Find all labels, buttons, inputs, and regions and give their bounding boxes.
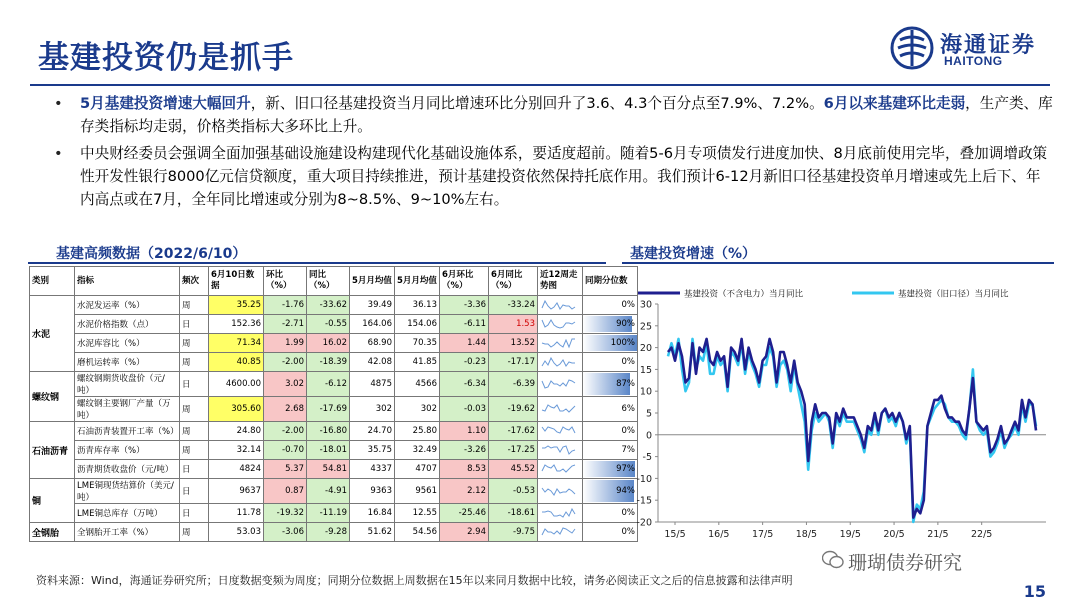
june-average-cell: 25.80 bbox=[395, 422, 440, 441]
trend-sparkline-cell bbox=[538, 422, 583, 441]
wow-change-cell: -1.76 bbox=[264, 296, 307, 315]
y-tick-label: -20 bbox=[636, 517, 652, 529]
frequency-cell: 周 bbox=[180, 441, 209, 460]
percentile-value: 0% bbox=[621, 426, 635, 436]
table-row bbox=[30, 441, 638, 460]
table-row bbox=[30, 523, 638, 542]
trend-sparkline-cell bbox=[538, 441, 583, 460]
indicator-name-cell: 螺纹钢期货收盘价（元/吨） bbox=[75, 372, 180, 397]
trend-sparkline-cell bbox=[538, 315, 583, 334]
trend-sparkline-cell bbox=[538, 460, 583, 479]
june-yoy-cell: -19.62 bbox=[489, 397, 538, 422]
june-average-cell: 41.85 bbox=[395, 353, 440, 372]
may-average-cell: 4337 bbox=[350, 460, 395, 479]
y-tick-label: 20 bbox=[639, 343, 652, 355]
table-row bbox=[30, 353, 638, 372]
indicator-name-cell: 水泥库容比（%） bbox=[75, 334, 180, 353]
latest-value-cell: 40.85 bbox=[209, 353, 264, 372]
x-tick-label: 20/5 bbox=[883, 529, 905, 540]
sparkline-icon bbox=[540, 525, 578, 539]
may-average-cell: 164.06 bbox=[350, 315, 395, 334]
column-header: 6月10日数据 bbox=[209, 267, 264, 296]
latest-value-cell: 32.14 bbox=[209, 441, 264, 460]
bullet-list bbox=[54, 92, 1054, 215]
table-row bbox=[30, 397, 638, 422]
table-row bbox=[30, 334, 638, 353]
yoy-change-cell: -16.80 bbox=[307, 422, 350, 441]
page-number: 15 bbox=[1023, 582, 1046, 601]
yoy-change-cell: -18.39 bbox=[307, 353, 350, 372]
june-average-cell: 9561 bbox=[395, 479, 440, 504]
company-logo bbox=[888, 24, 1048, 72]
june-yoy-cell: -9.75 bbox=[489, 523, 538, 542]
table-row bbox=[30, 422, 638, 441]
indicator-name-cell: LME铜总库存（万吨） bbox=[75, 504, 180, 523]
table-row bbox=[30, 479, 638, 504]
june-yoy-cell: -17.17 bbox=[489, 353, 538, 372]
bullet-text: 中央财经委员会强调全面加强基础设施建设构建现代化基础设施体系，要适度超前。随着5-6月专项债发行进度加快、8月底前使用完毕，叠加调增政策性开发性银行8000亿元信贷额度，重大项目持续推进，预计基建投资依然保持托底作用。我们预计6-12月新旧口径基建投资单月增速或先上后下、年内高点或在7月，全年同比增速或分别为8~8.5%、9~10%左右。 bbox=[80, 145, 1048, 208]
may-average-cell: 302 bbox=[350, 397, 395, 422]
series-line-1 bbox=[668, 339, 1036, 522]
column-header: 5月月均值 bbox=[395, 267, 440, 296]
june-average-cell: 32.49 bbox=[395, 441, 440, 460]
indicator-name-cell: 沥青期货收盘价（元/吨） bbox=[75, 460, 180, 479]
percentile-value: 0% bbox=[621, 527, 635, 537]
frequency-cell: 日 bbox=[180, 372, 209, 397]
wow-change-cell: 3.02 bbox=[264, 372, 307, 397]
category-cell: 铜 bbox=[30, 479, 75, 523]
sparkline-icon bbox=[540, 355, 578, 369]
page-title: 基建投资仍是抓手 bbox=[38, 40, 294, 76]
june-yoy-cell: -17.25 bbox=[489, 441, 538, 460]
percentile-value: 6% bbox=[621, 404, 635, 414]
frequency-cell: 日 bbox=[180, 479, 209, 504]
indicator-name-cell: 螺纹钢主要钢厂产量（万吨） bbox=[75, 397, 180, 422]
column-header: 6月同比（%） bbox=[489, 267, 538, 296]
sparkline-icon bbox=[540, 317, 578, 331]
table-row bbox=[30, 296, 638, 315]
percentile-value: 100% bbox=[610, 338, 635, 348]
latest-value-cell: 35.25 bbox=[209, 296, 264, 315]
june-yoy-cell: 1.53 bbox=[489, 315, 538, 334]
percentile-value: 7% bbox=[621, 445, 635, 455]
june-mom-cell: -3.36 bbox=[440, 296, 489, 315]
yoy-change-cell: 54.81 bbox=[307, 460, 350, 479]
june-yoy-cell: -0.53 bbox=[489, 479, 538, 504]
percentile-value: 87% bbox=[616, 379, 635, 389]
indicator-name-cell: 石油沥青装置开工率（%） bbox=[75, 422, 180, 441]
frequency-cell: 周 bbox=[180, 523, 209, 542]
sparkline-icon bbox=[540, 443, 578, 457]
sparkline-icon bbox=[540, 402, 578, 416]
june-mom-cell: -0.03 bbox=[440, 397, 489, 422]
legend-label: 基建投资（旧口径）当月同比 bbox=[898, 289, 1009, 300]
latest-value-cell: 9637 bbox=[209, 479, 264, 504]
sparkline-icon bbox=[540, 484, 578, 498]
source-footnote: 资料来源：Wind，海通证券研究所；日度数据变频为周度；同期分位数据上周数据在15年以来同月数据中比较，请务必阅读正文之后的信息披露和法律声明 bbox=[36, 574, 793, 587]
category-cell: 螺纹钢 bbox=[30, 372, 75, 422]
yoy-change-cell: -11.19 bbox=[307, 504, 350, 523]
y-tick-label: -10 bbox=[636, 473, 652, 485]
sparkline-icon bbox=[540, 377, 578, 391]
x-tick-label: 16/5 bbox=[708, 529, 730, 540]
june-mom-cell: 1.10 bbox=[440, 422, 489, 441]
wow-change-cell: -2.71 bbox=[264, 315, 307, 334]
column-header: 同比（%） bbox=[307, 267, 350, 296]
logo-name-cn: 海通证券 bbox=[940, 32, 1037, 58]
table-row bbox=[30, 504, 638, 523]
column-header: 指标 bbox=[75, 267, 180, 296]
y-tick-label: -15 bbox=[636, 495, 652, 507]
bullet-highlight: 6月以来基建环比走弱 bbox=[823, 95, 966, 112]
column-header: 6月环比（%） bbox=[440, 267, 489, 296]
may-average-cell: 51.62 bbox=[350, 523, 395, 542]
indicator-name-cell: 水泥价格指数（点） bbox=[75, 315, 180, 334]
y-tick-label: 25 bbox=[639, 321, 652, 333]
june-average-cell: 54.56 bbox=[395, 523, 440, 542]
percentile-value: 0% bbox=[621, 357, 635, 367]
yoy-change-cell: -0.55 bbox=[307, 315, 350, 334]
june-yoy-cell: -18.61 bbox=[489, 504, 538, 523]
frequency-cell: 周 bbox=[180, 296, 209, 315]
june-yoy-cell: 45.52 bbox=[489, 460, 538, 479]
june-mom-cell: -0.23 bbox=[440, 353, 489, 372]
column-header: 类别 bbox=[30, 267, 75, 296]
latest-value-cell: 4824 bbox=[209, 460, 264, 479]
june-average-cell: 36.13 bbox=[395, 296, 440, 315]
wow-change-cell: 1.99 bbox=[264, 334, 307, 353]
trend-sparkline-cell bbox=[538, 504, 583, 523]
frequency-cell: 日 bbox=[180, 315, 209, 334]
frequency-cell: 周 bbox=[180, 334, 209, 353]
june-mom-cell: 1.44 bbox=[440, 334, 489, 353]
bullet-item bbox=[54, 92, 1054, 138]
june-mom-cell: 2.12 bbox=[440, 479, 489, 504]
column-header: 环比（%） bbox=[264, 267, 307, 296]
watermark-text: 珊瑚债券研究 bbox=[848, 552, 963, 574]
y-tick-label: 30 bbox=[639, 299, 652, 311]
percentile-value: 0% bbox=[621, 300, 635, 310]
may-average-cell: 16.84 bbox=[350, 504, 395, 523]
indicator-name-cell: 磨机运转率（%） bbox=[75, 353, 180, 372]
latest-value-cell: 305.60 bbox=[209, 397, 264, 422]
wow-change-cell: 5.37 bbox=[264, 460, 307, 479]
june-mom-cell: -3.26 bbox=[440, 441, 489, 460]
wechat-icon bbox=[822, 550, 844, 570]
x-tick-label: 18/5 bbox=[795, 529, 818, 540]
x-tick-label: 19/5 bbox=[839, 529, 861, 540]
series-line-0 bbox=[668, 339, 1036, 518]
bullet-highlight: 5月基建投资增速大幅回升 bbox=[80, 95, 251, 112]
sparkline-icon bbox=[540, 298, 578, 312]
wow-change-cell: -2.00 bbox=[264, 422, 307, 441]
logo-name-en: HAITONG bbox=[944, 54, 1003, 68]
wow-change-cell: -0.70 bbox=[264, 441, 307, 460]
frequency-cell: 日 bbox=[180, 504, 209, 523]
june-mom-cell: -25.46 bbox=[440, 504, 489, 523]
y-tick-label: -5 bbox=[642, 452, 652, 464]
wow-change-cell: 2.68 bbox=[264, 397, 307, 422]
percentile-value: 0% bbox=[621, 508, 635, 518]
table-title: 基建高频数据（2022/6/10） bbox=[56, 246, 247, 262]
table-header-row bbox=[30, 267, 638, 296]
wow-change-cell: -3.06 bbox=[264, 523, 307, 542]
category-cell: 石油沥青 bbox=[30, 422, 75, 479]
yoy-change-cell: 16.02 bbox=[307, 334, 350, 353]
legend-label: 基建投资（不含电力）当月同比 bbox=[684, 289, 804, 300]
column-header: 频次 bbox=[180, 267, 209, 296]
bullet-text: ，生产类、库存类指标均走弱，价格类指标大多环比上升。 bbox=[80, 95, 1053, 135]
x-tick-label: 21/5 bbox=[927, 529, 949, 540]
y-tick-label: 0 bbox=[645, 430, 652, 442]
latest-value-cell: 152.36 bbox=[209, 315, 264, 334]
latest-value-cell: 11.78 bbox=[209, 504, 264, 523]
category-cell: 水泥 bbox=[30, 296, 75, 372]
trend-sparkline-cell bbox=[538, 479, 583, 504]
june-average-cell: 154.06 bbox=[395, 315, 440, 334]
may-average-cell: 42.08 bbox=[350, 353, 395, 372]
x-tick-label: 15/5 bbox=[664, 529, 686, 540]
wow-change-cell: 0.87 bbox=[264, 479, 307, 504]
indicator-name-cell: 沥青库存率（%） bbox=[75, 441, 180, 460]
percentile-value: 97% bbox=[616, 464, 635, 474]
may-average-cell: 24.70 bbox=[350, 422, 395, 441]
june-yoy-cell: 13.52 bbox=[489, 334, 538, 353]
yoy-change-cell: -33.62 bbox=[307, 296, 350, 315]
yoy-change-cell: -17.69 bbox=[307, 397, 350, 422]
may-average-cell: 68.90 bbox=[350, 334, 395, 353]
yoy-change-cell: -18.01 bbox=[307, 441, 350, 460]
frequency-cell: 周 bbox=[180, 397, 209, 422]
may-average-cell: 4875 bbox=[350, 372, 395, 397]
latest-value-cell: 24.80 bbox=[209, 422, 264, 441]
y-tick-label: 15 bbox=[639, 364, 652, 376]
yoy-change-cell: -6.12 bbox=[307, 372, 350, 397]
june-average-cell: 12.55 bbox=[395, 504, 440, 523]
high-frequency-data-table bbox=[29, 266, 638, 542]
y-tick-label: 5 bbox=[645, 408, 652, 420]
trend-sparkline-cell bbox=[538, 334, 583, 353]
sparkline-icon bbox=[540, 506, 578, 520]
wow-change-cell: -19.32 bbox=[264, 504, 307, 523]
haitong-logo-icon bbox=[890, 26, 934, 70]
sparkline-icon bbox=[540, 462, 578, 476]
trend-sparkline-cell bbox=[538, 523, 583, 542]
column-header: 近12周走势图 bbox=[538, 267, 583, 296]
x-tick-label: 17/5 bbox=[751, 529, 774, 540]
latest-value-cell: 71.34 bbox=[209, 334, 264, 353]
june-mom-cell: 8.53 bbox=[440, 460, 489, 479]
wow-change-cell: -2.00 bbox=[264, 353, 307, 372]
sparkline-icon bbox=[540, 424, 578, 438]
june-mom-cell: 2.94 bbox=[440, 523, 489, 542]
june-average-cell: 70.35 bbox=[395, 334, 440, 353]
column-header: 5月月均值 bbox=[350, 267, 395, 296]
june-average-cell: 4707 bbox=[395, 460, 440, 479]
latest-value-cell: 53.03 bbox=[209, 523, 264, 542]
table-row bbox=[30, 315, 638, 334]
indicator-name-cell: 全钢胎开工率（%） bbox=[75, 523, 180, 542]
june-mom-cell: -6.34 bbox=[440, 372, 489, 397]
latest-value-cell: 4600.00 bbox=[209, 372, 264, 397]
percentile-value: 90% bbox=[616, 319, 635, 329]
yoy-change-cell: -9.28 bbox=[307, 523, 350, 542]
table-row bbox=[30, 372, 638, 397]
chart-title: 基建投资增速（%） bbox=[630, 246, 757, 262]
bullet-text: ，新、旧口径基建投资当月同比增速环比分别回升了3.6、4.3个百分点至7.9%、7.2%。 bbox=[250, 95, 824, 112]
frequency-cell: 日 bbox=[180, 460, 209, 479]
indicator-name-cell: 水泥发运率（%） bbox=[75, 296, 180, 315]
june-mom-cell: -6.11 bbox=[440, 315, 489, 334]
column-header: 同期分位数 bbox=[583, 267, 638, 296]
chart-title-divider bbox=[622, 262, 1054, 264]
x-tick-label: 22/5 bbox=[971, 529, 993, 540]
sparkline-icon bbox=[540, 336, 578, 350]
frequency-cell: 周 bbox=[180, 422, 209, 441]
yoy-change-cell: -4.91 bbox=[307, 479, 350, 504]
june-average-cell: 4566 bbox=[395, 372, 440, 397]
may-average-cell: 35.75 bbox=[350, 441, 395, 460]
percentile-value: 94% bbox=[616, 486, 635, 496]
june-yoy-cell: -6.39 bbox=[489, 372, 538, 397]
trend-sparkline-cell bbox=[538, 296, 583, 315]
y-tick-label: 10 bbox=[639, 386, 652, 398]
trend-sparkline-cell bbox=[538, 372, 583, 397]
may-average-cell: 9363 bbox=[350, 479, 395, 504]
june-average-cell: 302 bbox=[395, 397, 440, 422]
trend-sparkline-cell bbox=[538, 353, 583, 372]
infrastructure-investment-chart bbox=[622, 268, 1054, 550]
june-yoy-cell: -17.62 bbox=[489, 422, 538, 441]
category-cell: 全钢胎 bbox=[30, 523, 75, 542]
table-row bbox=[30, 460, 638, 479]
indicator-name-cell: LME铜现货结算价（美元/吨） bbox=[75, 479, 180, 504]
frequency-cell: 周 bbox=[180, 353, 209, 372]
june-yoy-cell: -33.24 bbox=[489, 296, 538, 315]
table-title-divider bbox=[28, 262, 606, 264]
bullet-item bbox=[54, 142, 1054, 211]
may-average-cell: 39.49 bbox=[350, 296, 395, 315]
trend-sparkline-cell bbox=[538, 397, 583, 422]
title-divider bbox=[30, 84, 1050, 86]
